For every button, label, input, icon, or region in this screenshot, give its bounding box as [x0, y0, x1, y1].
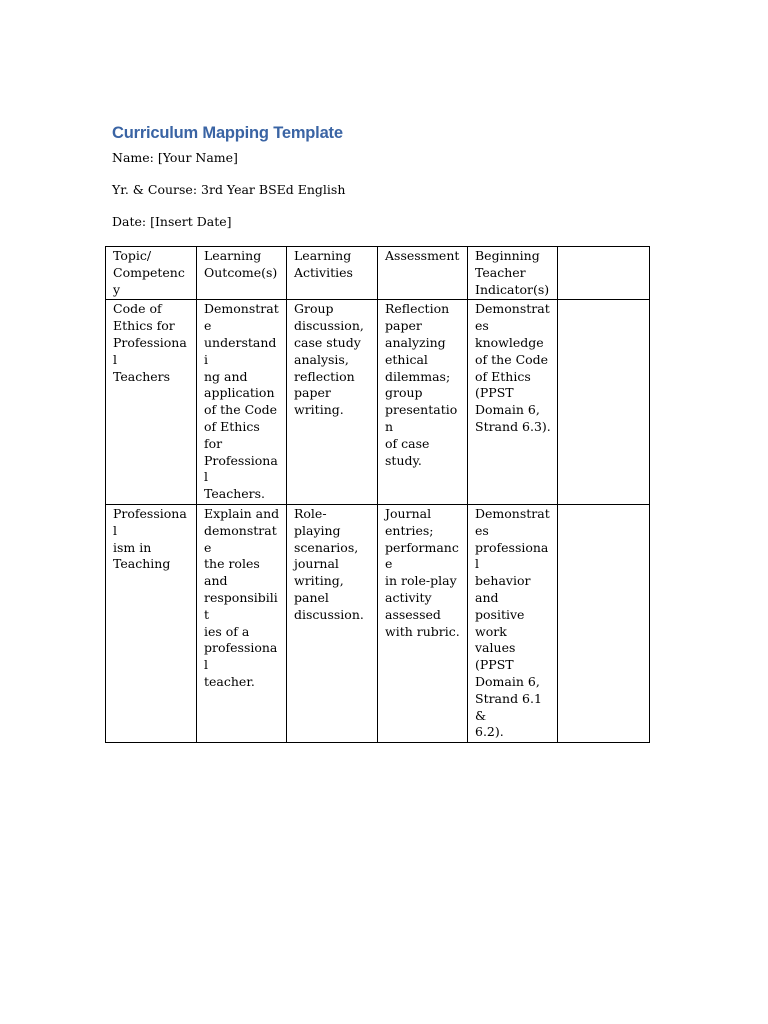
- header-cell-activities: [287, 247, 378, 300]
- table-header-row: [106, 247, 650, 300]
- cell-text: Demonstrat es knowledge of the Code of Ethics (PPST Domain 6, Strand 6.3).: [475, 301, 551, 434]
- cell-text: Demonstrat es professional behavior and positive work values (PPST Domain 6, Strand 6.1 & 6.2).: [475, 505, 550, 740]
- table-cell: [106, 300, 197, 505]
- table-cell: [558, 300, 650, 505]
- table-cell: [558, 504, 650, 742]
- table-row: [106, 504, 650, 742]
- header-text: Learning Outcome(s): [204, 248, 278, 280]
- header-cell-assessment: [378, 247, 468, 300]
- cell-text: Demonstrat e understandi ng and application of the Code of Ethics for Professional Teachers.: [204, 301, 279, 502]
- cell-text: Explain and demonstrate the roles and responsibilit ies of a professional teacher.: [204, 505, 280, 689]
- table-cell: [106, 504, 197, 742]
- page-title: Curriculum Mapping Template: [112, 124, 343, 142]
- cell-text: Reflection paper analyzing ethical dilemmas; group presentation of case study.: [385, 301, 458, 468]
- curriculum-table: [105, 246, 650, 743]
- table-cell: [468, 504, 558, 742]
- header-cell-empty: [558, 247, 650, 300]
- course-line: Yr. & Course: 3rd Year BSEd English: [112, 182, 346, 197]
- table-cell: [468, 300, 558, 505]
- table-row: [106, 300, 650, 505]
- header-cell-indicators: [468, 247, 558, 300]
- table-cell: [378, 300, 468, 505]
- table-cell: [287, 300, 378, 505]
- header-text: Beginning Teacher Indicator(s): [475, 248, 550, 297]
- header-text: Learning Activities: [294, 248, 353, 280]
- cell-text: Journal entries; performance in role-play activity assessed with rubric.: [385, 505, 460, 639]
- cell-text: Group discussion, case study analysis, reflection paper writing.: [294, 301, 364, 418]
- header-text: Assessment: [385, 248, 460, 263]
- cell-text: Code of Ethics for Professional Teachers: [113, 301, 187, 384]
- table-cell: [378, 504, 468, 742]
- table-cell: [287, 504, 378, 742]
- cell-text: Role-playing scenarios, journal writing, panel discussion.: [294, 505, 364, 622]
- header-cell-outcomes: [197, 247, 287, 300]
- table-cell: [197, 300, 287, 505]
- table-cell: [197, 504, 287, 742]
- name-line: Name: [Your Name]: [112, 150, 238, 165]
- header-text: Topic/ Competency: [113, 248, 185, 297]
- date-line: Date: [Insert Date]: [112, 214, 232, 229]
- header-cell-topic: [106, 247, 197, 300]
- cell-text: Professional ism in Teaching: [113, 505, 187, 572]
